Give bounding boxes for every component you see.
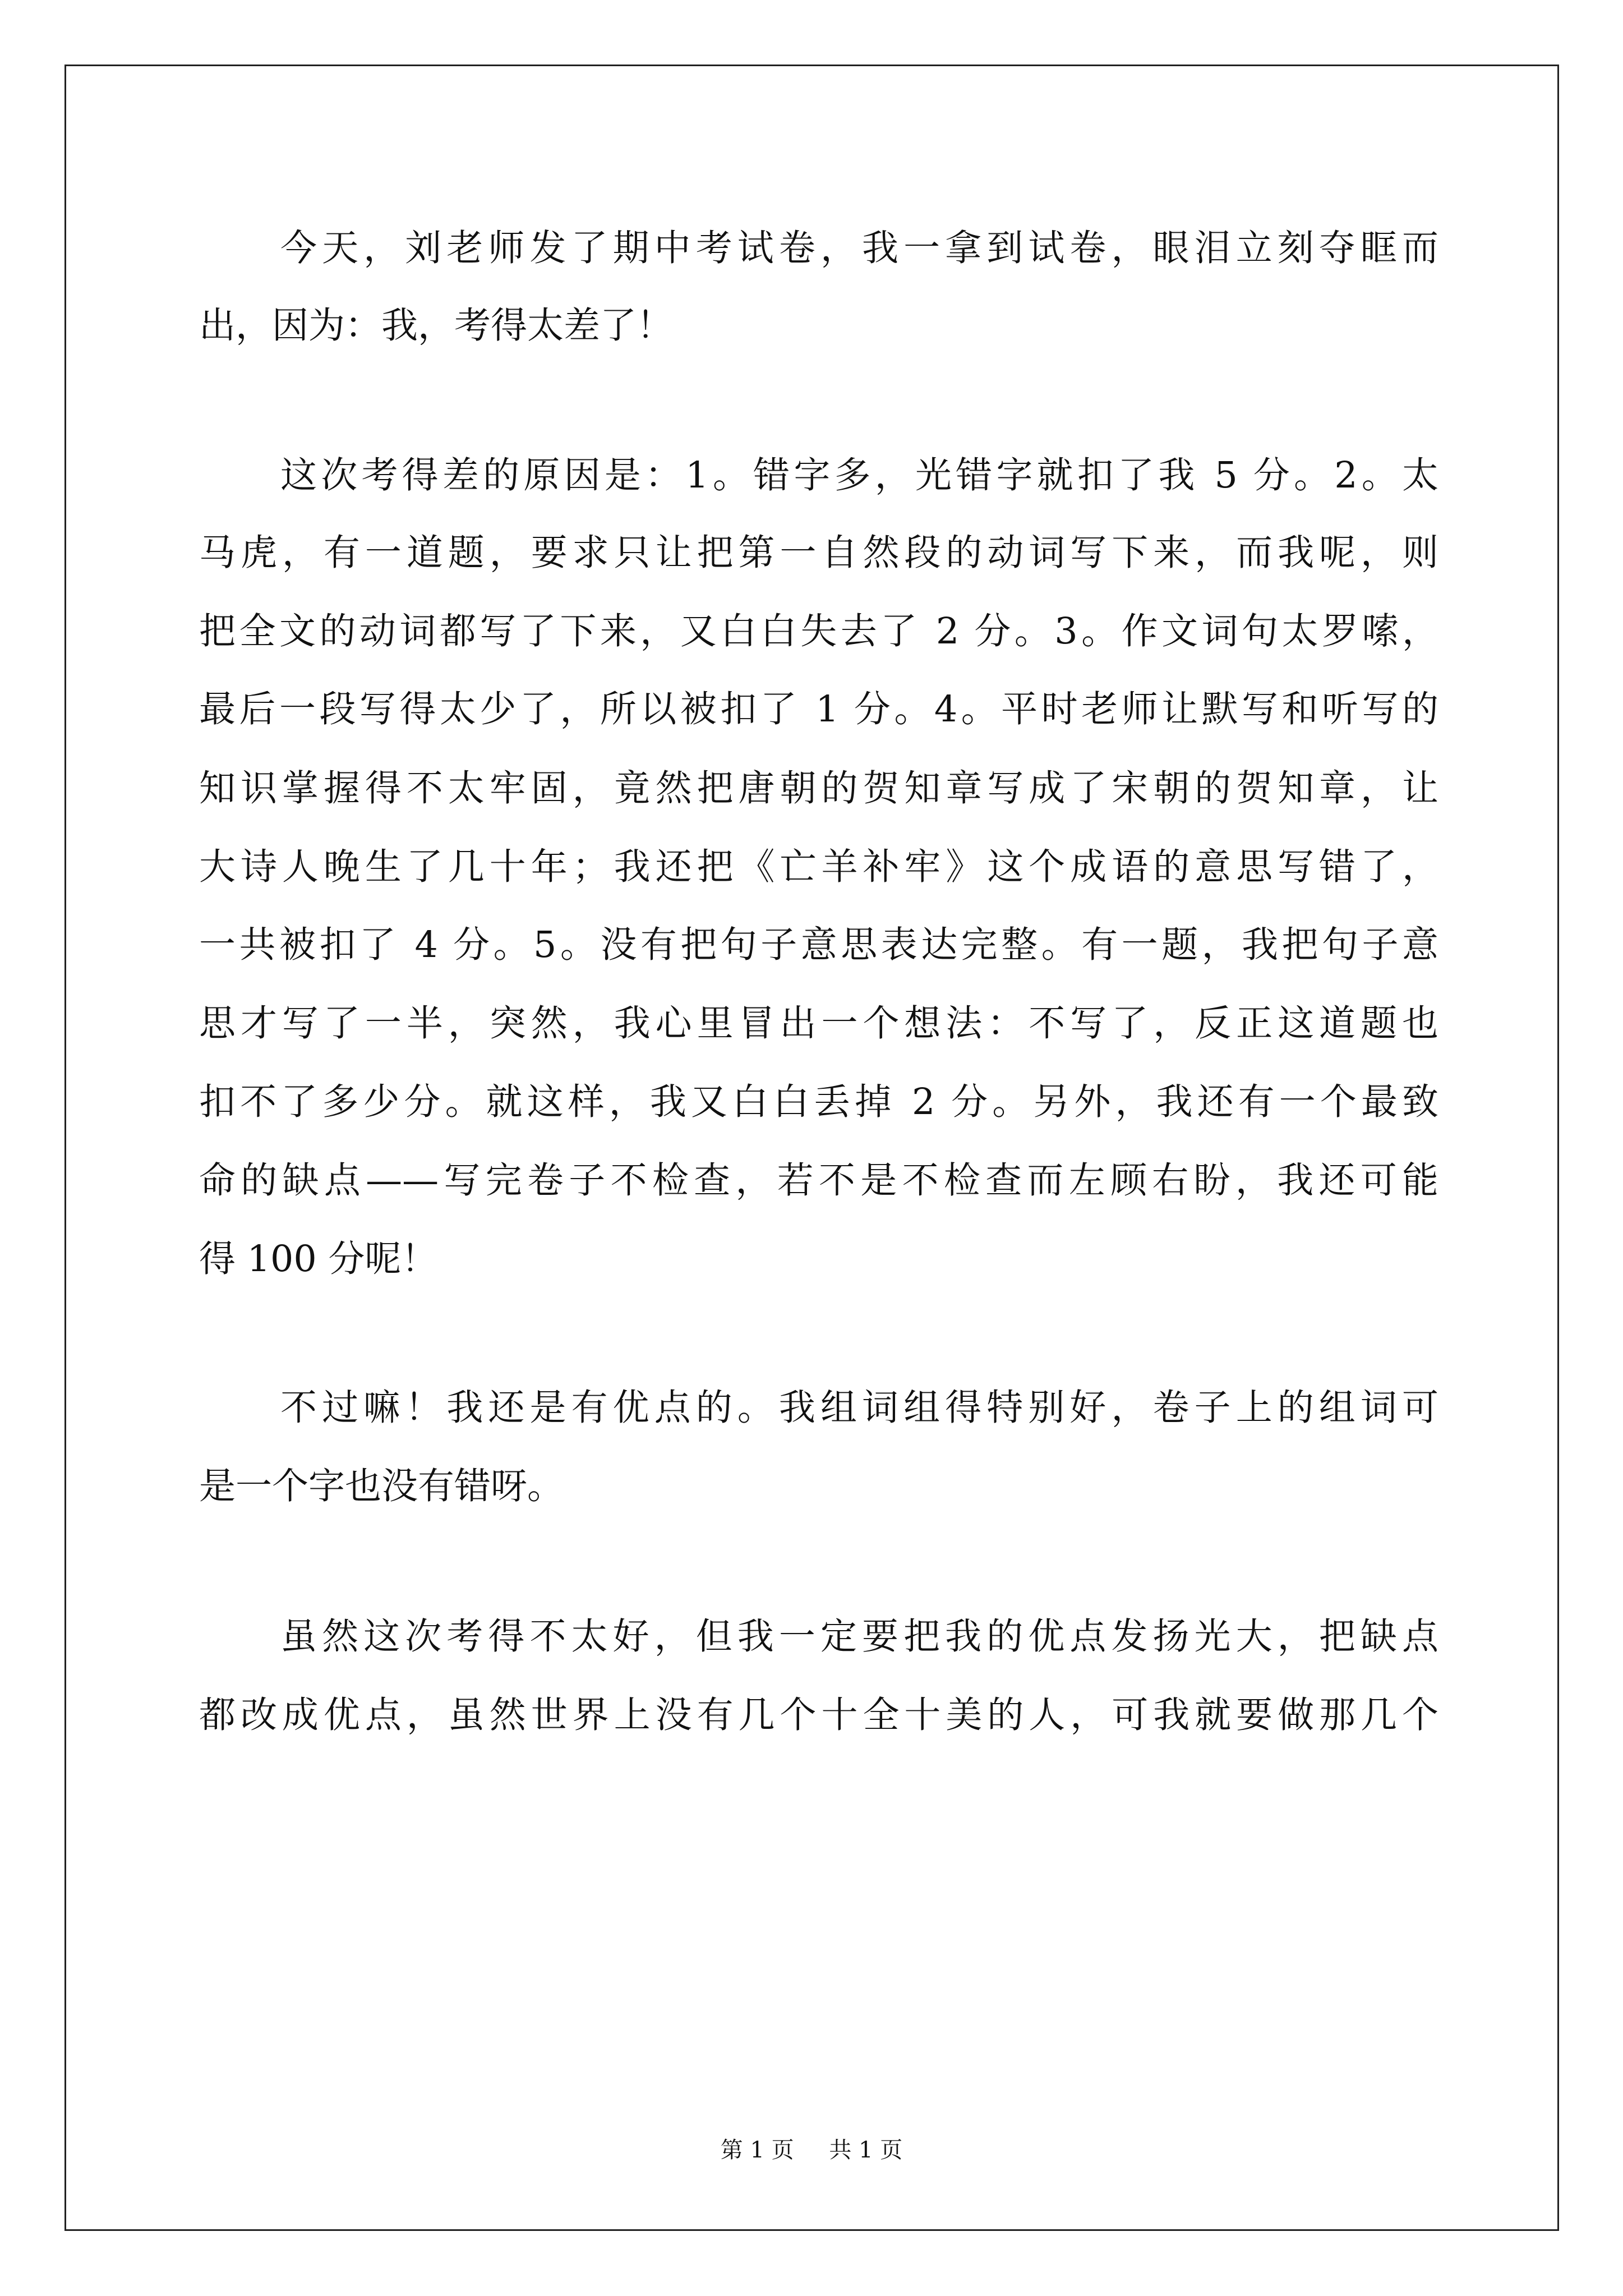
- text-line: 知识掌握得不太牢固，竟然把唐朝的贺知章写成了宋朝的贺知章，让: [199, 767, 1438, 809]
- text-line: 出，因为：我，考得太差了！: [199, 305, 674, 347]
- text-line: 一共被扣了 4 分。5。没有把句子意思表达完整。有一题，我把句子意: [199, 924, 1438, 966]
- text-line: 这次考得差的原因是：1。错字多，光错字就扣了我 5 分。2。太: [280, 454, 1438, 496]
- text-line: 都改成优点，虽然世界上没有几个十全十美的人，可我就要做那几个: [199, 1694, 1438, 1736]
- text-line: 最后一段写得太少了，所以被扣了 1 分。4。平时老师让默写和听写的: [199, 688, 1438, 730]
- text-line: 虽然这次考得不太好，但我一定要把我的优点发扬光大，把缺点: [280, 1616, 1438, 1658]
- page-footer: [0, 2139, 1623, 2161]
- text-line: 马虎，有一道题，要求只让把第一自然段的动词写下来，而我呢，则: [199, 532, 1438, 574]
- text-line: 是一个字也没有错呀。: [199, 1465, 564, 1507]
- page-number: 第 1 页: [720, 2137, 794, 2163]
- text-line: 不过嘛！我还是有优点的。我组词组得特别好，卷子上的组词可: [280, 1387, 1438, 1429]
- text-line: 思才写了一半，突然，我心里冒出一个想法：不写了，反正这道题也: [199, 1002, 1438, 1045]
- text-line: 大诗人晚生了几十年；我还把《亡羊补牢》这个成语的意思写错了，: [199, 846, 1438, 888]
- text-line: 今天，刘老师发了期中考试卷，我一拿到试卷，眼泪立刻夺眶而: [280, 227, 1438, 269]
- page-total: 共 1 页: [829, 2137, 903, 2163]
- text-line: 得 100 分呢！: [199, 1238, 438, 1280]
- text-line: 扣不了多少分。就这样，我又白白丢掉 2 分。另外，我还有一个最致: [199, 1081, 1438, 1123]
- page-border: [64, 65, 1559, 2231]
- text-line: 把全文的动词都写了下来，又白白失去了 2 分。3。作文词句太罗嗦，: [199, 610, 1438, 652]
- text-line: 命的缺点——写完卷子不检查，若不是不检查而左顾右盼，我还可能: [199, 1159, 1438, 1202]
